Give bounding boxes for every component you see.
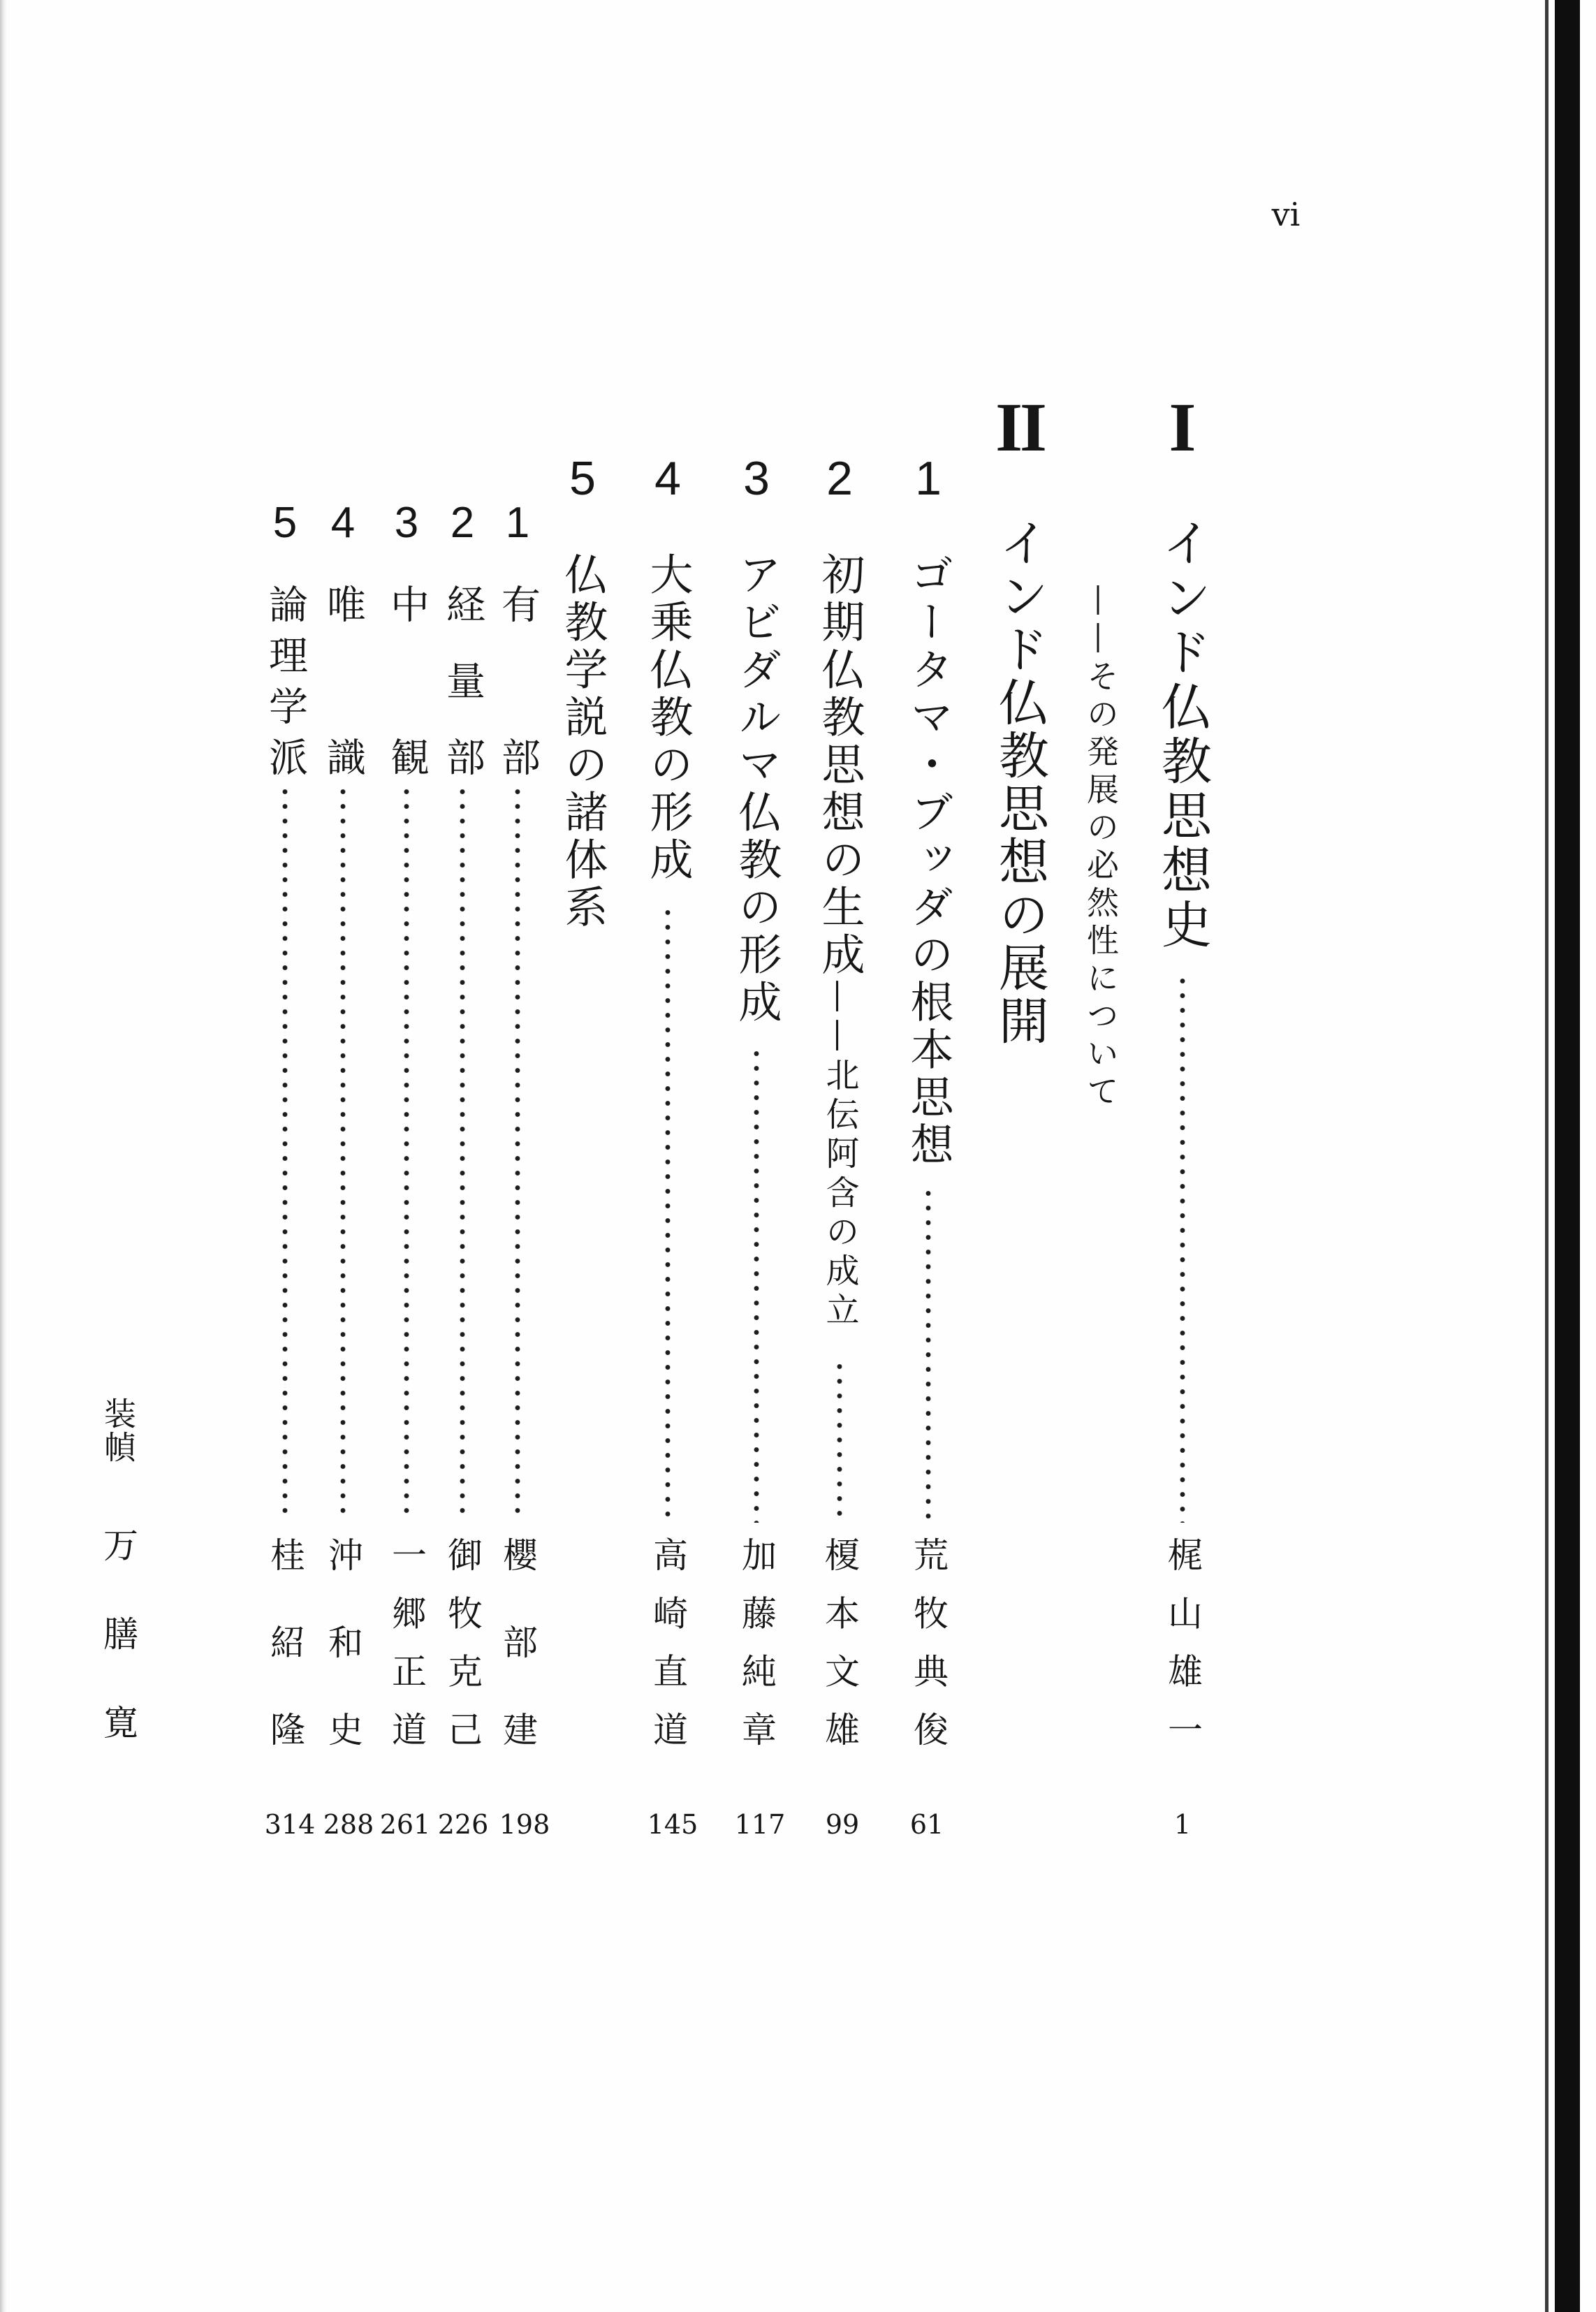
toc-entry-section-5 <box>250 584 320 1746</box>
author-name: 梶山雄一 <box>1162 1537 1203 1746</box>
part-numeral: I <box>1169 388 1196 466</box>
dot-leader <box>457 784 467 1523</box>
toc-entry-chapter-3 <box>722 552 791 1746</box>
page-number: vi <box>1271 196 1301 233</box>
toc-entry-part-1 <box>1148 517 1217 1746</box>
toc-entry-chapter-2 <box>805 552 874 1746</box>
page-ref: 99 <box>825 1809 860 1840</box>
section-number: 5 <box>272 499 298 547</box>
toc-entry-section-3 <box>372 584 441 1746</box>
page-ref: 61 <box>909 1809 944 1840</box>
chapter-title: 仏教学説の諸体系 <box>557 552 608 932</box>
section-number: 1 <box>505 499 530 547</box>
page-ref: 145 <box>647 1809 698 1840</box>
toc-entry-chapter-1 <box>893 552 963 1746</box>
chapter-title-main: 初期仏教思想の生成 <box>814 552 865 979</box>
chapter-title: ゴータマ・ブッダの根本思想 <box>903 552 954 1169</box>
section-number: 3 <box>394 499 419 547</box>
section-title: 有部 <box>495 584 541 776</box>
dot-leader <box>1178 974 1187 1523</box>
section-title: 論理学派 <box>263 584 308 776</box>
section-number: 2 <box>450 499 475 547</box>
colophon-label: 装幀 <box>99 1397 137 1464</box>
page-ref: 226 <box>437 1809 489 1840</box>
chapter-title: アビダルマ仏教の形成 <box>731 552 782 1027</box>
colophon-designer-name: 万膳寛 <box>98 1527 138 1739</box>
toc-entry-chapter-4 <box>633 552 703 1746</box>
page-ref: 198 <box>499 1809 550 1840</box>
part-title: インド仏教思想史 <box>1153 517 1212 953</box>
dot-leader <box>923 1186 933 1523</box>
author-name: 桂紹隆 <box>265 1537 305 1746</box>
author-name: 加藤純章 <box>736 1537 777 1746</box>
dot-leader <box>835 1359 844 1523</box>
chapter-number: 2 <box>826 452 853 505</box>
page-ref: 1 <box>1173 1809 1192 1840</box>
author-name: 一郷正道 <box>386 1537 427 1746</box>
author-name: 沖和史 <box>323 1537 363 1746</box>
binding-edge-line <box>1545 0 1549 2312</box>
chapter-number: 4 <box>654 452 681 505</box>
page-ref: 117 <box>734 1809 786 1840</box>
page-ref: 314 <box>264 1809 316 1840</box>
dot-leader <box>338 784 348 1523</box>
section-number: 4 <box>330 499 356 547</box>
section-title: 唯識 <box>321 584 366 776</box>
chapter-title: 大乗仏教の形成 <box>643 552 694 884</box>
dot-leader <box>280 784 290 1523</box>
author-name: 高崎直道 <box>647 1537 688 1746</box>
section-title: 経量部 <box>440 584 485 776</box>
binding-edge-bar <box>1555 0 1580 2312</box>
dot-leader <box>402 784 411 1523</box>
dot-leader <box>752 1046 761 1523</box>
part-title: インド仏教思想の展開 <box>990 517 1049 1048</box>
author-name: 榎本文雄 <box>819 1537 860 1746</box>
page-ref: 261 <box>379 1809 431 1840</box>
part-subtitle: ——その発展の必然性について <box>1082 584 1120 1112</box>
chapter-number: 5 <box>569 452 596 505</box>
dot-leader <box>663 905 673 1523</box>
chapter-subtitle: ——北伝阿含の成立 <box>820 979 859 1331</box>
chapter-number: 3 <box>743 452 770 505</box>
part-numeral: II <box>995 388 1044 466</box>
page-ref: 288 <box>323 1809 374 1840</box>
author-name: 御牧克己 <box>442 1537 483 1746</box>
author-name: 櫻部建 <box>497 1537 538 1746</box>
scan-edge <box>0 0 7 2312</box>
section-title: 中観 <box>384 584 430 776</box>
chapter-number: 1 <box>915 452 942 505</box>
author-name: 荒牧典俊 <box>908 1537 949 1746</box>
dot-leader <box>513 784 522 1523</box>
chapter-title <box>814 552 865 1331</box>
